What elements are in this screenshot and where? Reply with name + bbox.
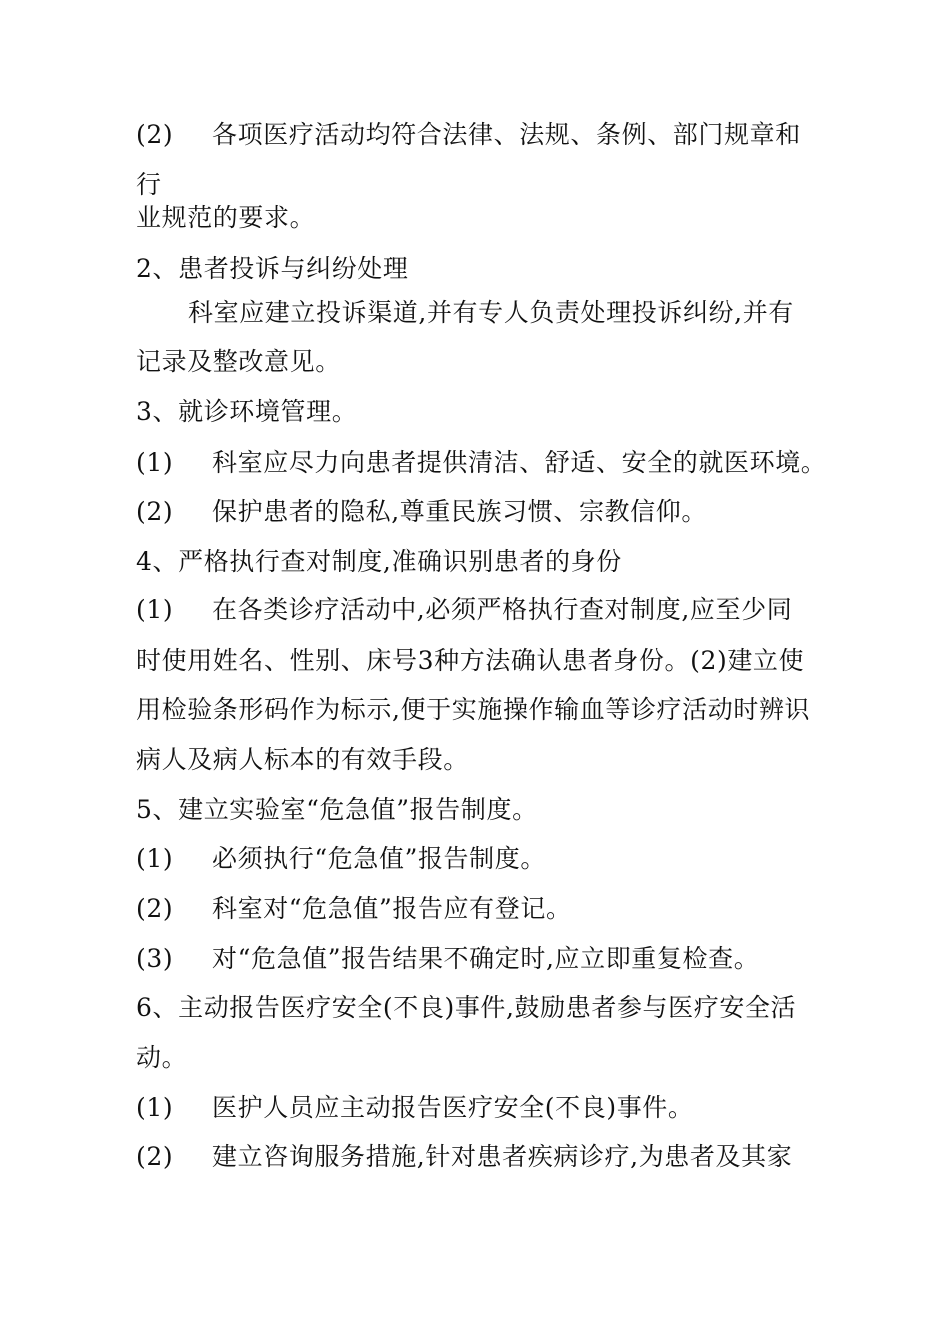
list-item-3 [136,944,759,974]
item-number: (3) [136,944,174,973]
paragraph-line: 病人及病人标本的有效手段。 [136,745,469,774]
list-item-2 [136,1142,792,1172]
paragraph-line: 时使用姓名、性别、床号3种方法确认患者身份。(2)建立使 [136,646,805,675]
item-number: (2) [136,894,174,923]
section-heading-4: 4、严格执行查对制度,准确识别患者的身份 [136,547,622,576]
text-line: 行 [136,170,162,199]
item-text: 建立咨询服务措施,针对患者疾病诊疗,为患者及其家 [212,1142,793,1171]
item-number: (1) [136,448,174,477]
section-heading-3: 3、就诊环境管理。 [136,397,358,426]
text-line: 业规范的要求。 [136,203,316,232]
item-number: (1) [136,844,174,873]
list-item-1 [136,448,826,478]
paragraph-line: 科室应建立投诉渠道,并有专人负责处理投诉纠纷,并有 [188,298,794,327]
list-item-1 [136,595,792,625]
item-text: 对“危急值”报告结果不确定时,应立即重复检查。 [212,944,760,973]
item-number: (1) [136,595,174,624]
item-text: 在各类诊疗活动中,必须严格执行查对制度,应至少同 [212,595,793,624]
section-heading-2: 2、患者投诉与纠纷处理 [136,254,409,283]
item-text: 医护人员应主动报告医疗安全(不良)事件。 [212,1093,694,1122]
list-item-2 [136,497,707,527]
section-heading-5: 5、建立实验室“危急值”报告制度。 [136,795,538,824]
list-item-1 [136,1093,694,1123]
item-number: (1) [136,1093,174,1122]
item-text: 各项医疗活动均符合法律、法规、条例、部门规章和 [212,120,801,149]
list-item-1 [136,844,546,874]
item-text: 必须执行“危急值”报告制度。 [212,844,546,873]
paragraph-line: 用检验条形码作为标示,便于实施操作输血等诊疗活动时辨识 [136,695,811,724]
paragraph-line: 动。 [136,1043,188,1072]
item-text: 科室对“危急值”报告应有登记。 [212,894,572,923]
item-number: (2) [136,497,174,526]
item-number: (2) [136,120,174,149]
section-heading-6: 6、主动报告医疗安全(不良)事件,鼓励患者参与医疗安全活 [136,993,797,1022]
paragraph-line: 记录及整改意见。 [136,347,341,376]
item-text: 科室应尽力向患者提供清洁、舒适、安全的就医环境。 [212,448,827,477]
item-text: 保护患者的隐私,尊重民族习惯、宗教信仰。 [212,497,707,526]
item-number: (2) [136,1142,174,1171]
list-item-2 [136,120,801,150]
list-item-2 [136,894,572,924]
